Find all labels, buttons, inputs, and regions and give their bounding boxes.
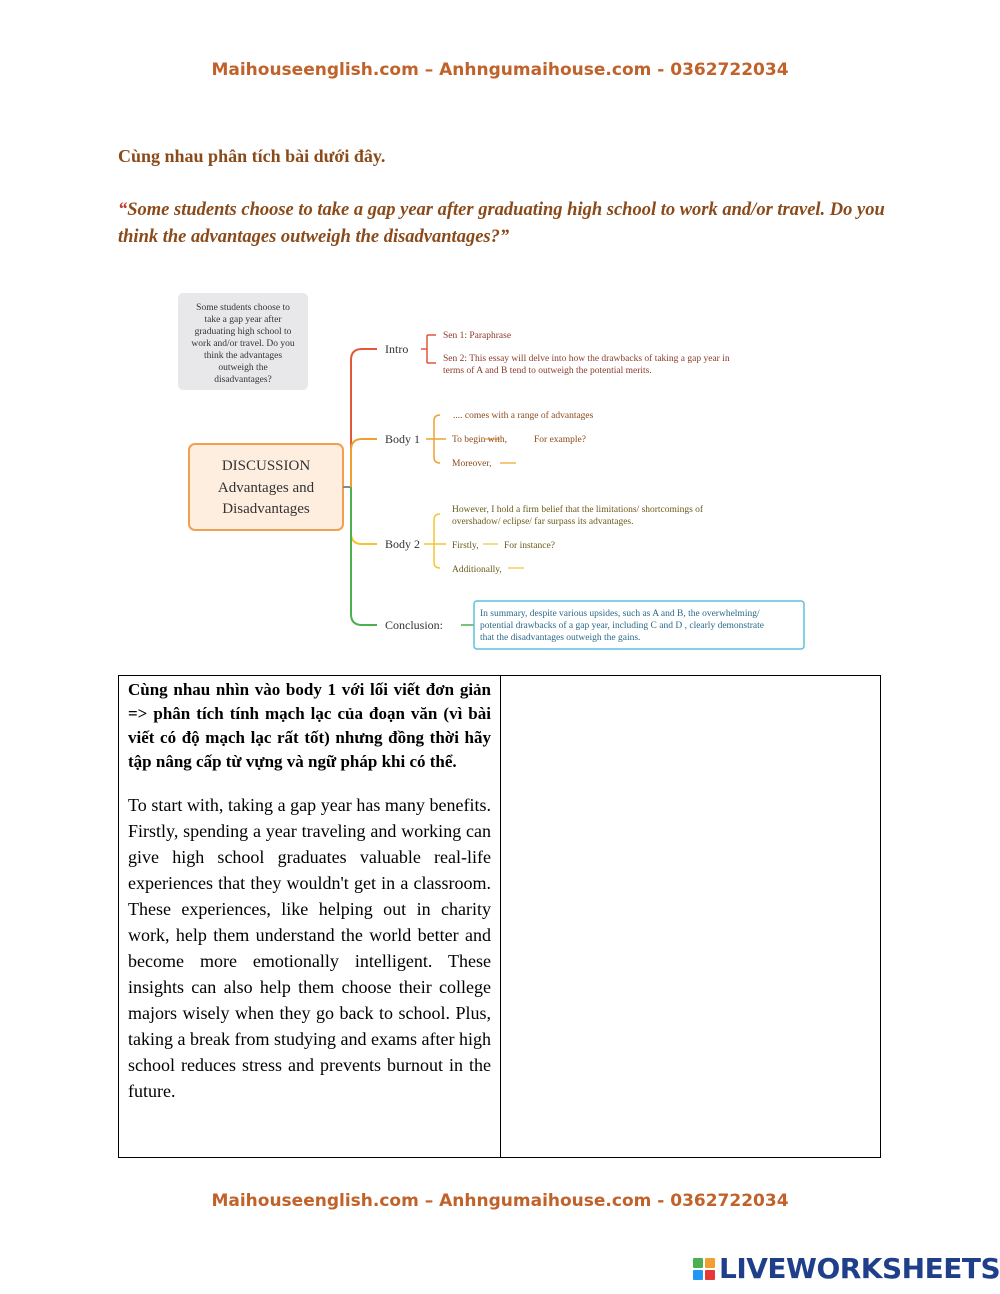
table-right-cell[interactable] bbox=[501, 676, 880, 1157]
body1-bracket bbox=[426, 415, 446, 463]
center-line: DISCUSSION bbox=[221, 458, 311, 474]
body1-label: Body 1 bbox=[385, 432, 421, 446]
question-line: take a gap year after bbox=[204, 315, 282, 325]
body1-example: For example? bbox=[534, 435, 586, 445]
body2-branch bbox=[351, 487, 377, 544]
liveworksheets-logo bbox=[693, 1252, 1000, 1285]
conclusion-label: Conclusion: bbox=[385, 618, 444, 632]
intro-sen2-line1: Sen 2: This essay will delve into how the drawbacks of taking a gap year in bbox=[443, 354, 730, 364]
body1-point1: To begin with, bbox=[452, 435, 508, 445]
intro-sen2-line2: terms of A and B tend to outweigh the potential merits. bbox=[443, 366, 652, 376]
analysis-table bbox=[118, 675, 881, 1158]
table-left-cell bbox=[119, 676, 501, 1157]
body2-label: Body 2 bbox=[385, 537, 421, 551]
table-instruction: Cùng nhau nhìn vào body 1 với lối viết đơn giản => phân tích tính mạch lạc của đoạn văn (vì bài viết có độ mạch lạc rất tốt) nhưng đồng thời hãy tập nâng cấp từ vựng và ngữ pháp khi có thể. bbox=[128, 680, 491, 771]
essay-prompt bbox=[118, 197, 888, 251]
liveworksheets-logo-icon bbox=[693, 1258, 715, 1280]
prompt-close-quote: ” bbox=[499, 227, 510, 247]
conclusion-line3: that the disadvantages outweigh the gains. bbox=[480, 633, 641, 643]
question-line: Some students choose to bbox=[196, 303, 290, 313]
question-line: think the advantages bbox=[203, 351, 283, 361]
body2-topic-line1: However, I hold a firm belief that the limitations/ shortcomings of bbox=[452, 505, 704, 515]
center-line: Disadvantages bbox=[222, 501, 310, 517]
body1-branch bbox=[351, 439, 377, 487]
body2-topic-line2: overshadow/ eclipse/ far surpass its advantages. bbox=[452, 517, 634, 527]
intro-bracket bbox=[421, 335, 436, 363]
page-header: Maihouseenglish.com – Anhngumaihouse.com - 0362722034 bbox=[211, 60, 789, 80]
center-line: Advantages and bbox=[217, 480, 315, 496]
body2-example: For instance? bbox=[504, 541, 555, 551]
conclusion-branch bbox=[351, 487, 377, 625]
question-line: outweigh the bbox=[218, 363, 268, 373]
body2-point2: Additionally, bbox=[452, 565, 502, 575]
conclusion-line1: In summary, despite various upsides, such as A and B, the overwhelming/ bbox=[480, 609, 760, 619]
prompt-open-quote: “ bbox=[118, 200, 128, 220]
body2-point1: Firstly, bbox=[452, 541, 479, 551]
intro-label: Intro bbox=[385, 342, 409, 356]
liveworksheets-wordmark: LIVEWORKSHEETS bbox=[719, 1252, 1000, 1285]
intro-branch bbox=[351, 349, 377, 487]
body1-point2: Moreover, bbox=[452, 459, 492, 469]
body1-paragraph: To start with, taking a gap year has many benefits. Firstly, spending a year traveling and working can give high school graduates valuable real-life experiences that they wouldn't get in a classroom. These experiences, like helping out in charity work, help them understand the world better and become more emotionally intelligent. These insights can also help them choose their college majors wisely when they go back to school. Plus, taking a break from studying and exams after high school reduces stress and prevents burnout in the future. bbox=[128, 795, 491, 1101]
body1-topic: .... comes with a range of advantages bbox=[453, 411, 594, 421]
intro-heading: Cùng nhau phân tích bài dưới đây. bbox=[118, 146, 386, 166]
intro-sen1: Sen 1: Paraphrase bbox=[443, 331, 512, 341]
question-line: graduating high school to bbox=[194, 327, 292, 337]
mind-map bbox=[170, 288, 830, 658]
page-footer: Maihouseenglish.com – Anhngumaihouse.com - 0362722034 bbox=[211, 1191, 789, 1211]
prompt-text: Some students choose to take a gap year after graduating high school to work and/or travel. Do you think the advantages outweigh the disadvantages? bbox=[118, 200, 885, 247]
question-line: work and/or travel. Do you bbox=[191, 339, 295, 349]
conclusion-line2: potential drawbacks of a gap year, including C and D , clearly demonstrate bbox=[480, 621, 764, 631]
question-line: disadvantages? bbox=[214, 375, 272, 385]
body2-bracket bbox=[424, 514, 446, 568]
